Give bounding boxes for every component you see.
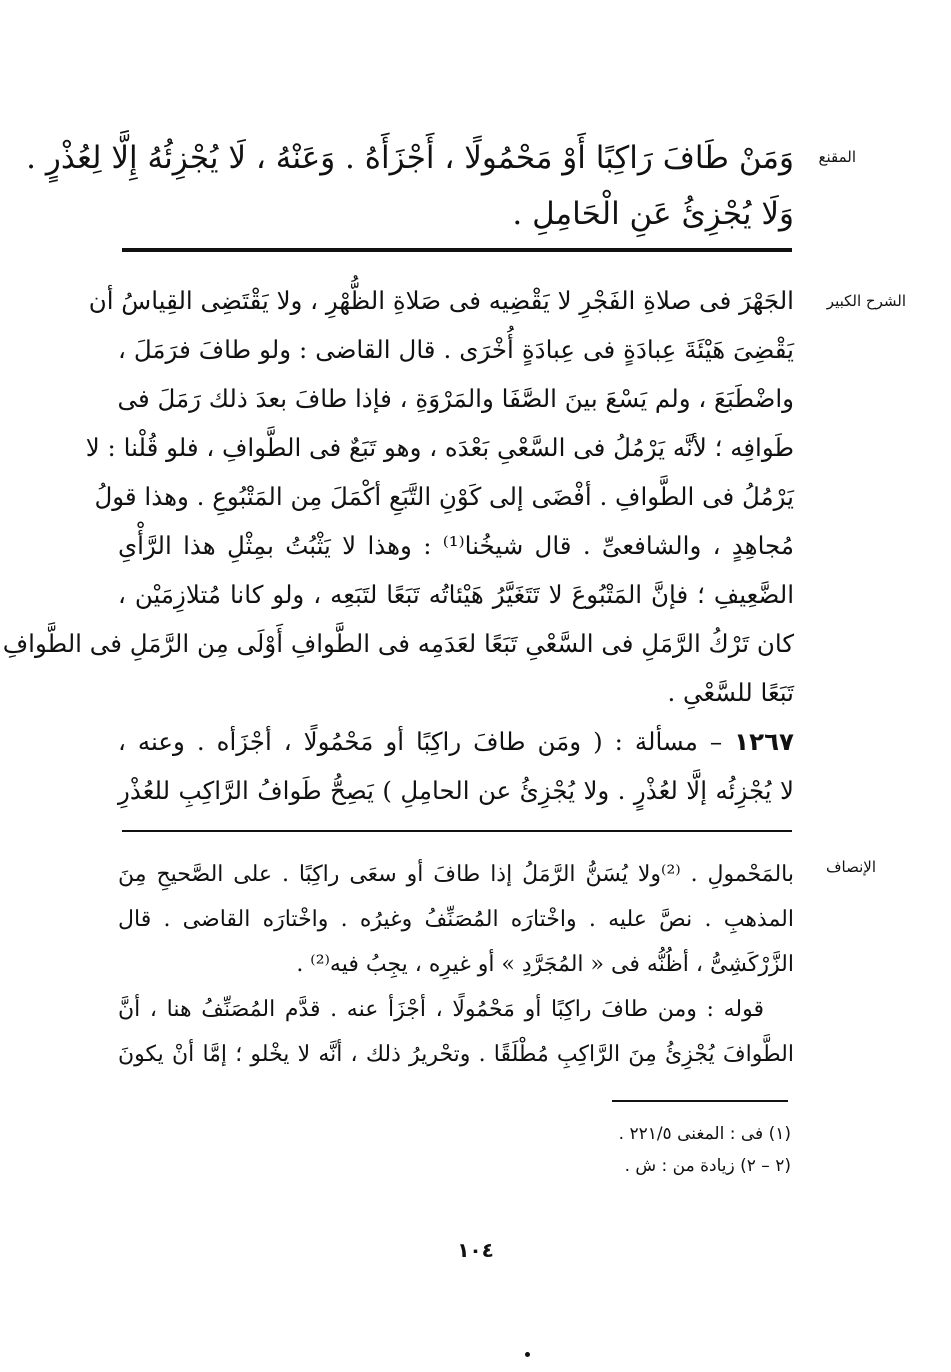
sharh-line: يَرْمُلُ فى الطَّوافِ . أفْضَى إلى كَوْنِ التَّبَعِ أكْمَلَ مِن المَتْبُوعِ . وهذا قولُ: [94, 482, 794, 511]
label-muqni: المقنع: [818, 148, 856, 166]
label-insaf: الإنصاف: [825, 858, 876, 876]
section-divider-thin: [122, 830, 792, 832]
muqni-line: وَمَنْ طَافَ رَاكِبًا أَوْ مَحْمُولًا ، أَجْزَأَهُ . وَعَنْهُ ، لَا يُجْزِئُهُ إِلَّا لِعُذْرٍ .: [26, 140, 794, 176]
sharh-line: طَوافِه ؛ لأنَّه يَرْمُلُ فى السَّعْىِ بَعْدَه ، وهو تَبَعٌ فى الطَّوافِ ، فلو قُلْنا : لا: [85, 433, 794, 462]
scan-mark: [525, 1352, 530, 1357]
footnote-1: (١) فى : المغنى ٢٢١/٥ .: [618, 1124, 791, 1144]
footnote-divider: [612, 1100, 788, 1102]
sharh-line: كان تَرْكُ الرَّمَلِ فى السَّعْىِ تَبَعًا لعَدَمِه فى الطَّوافِ أَوْلَى مِن الرَّمَلِ فى الطَّوافِ: [2, 629, 794, 658]
muqni-line: وَلَا يُجْزِئُ عَنِ الْحَامِلِ .: [512, 196, 794, 232]
insaf-line: المذهبِ . نصَّ عليه . واخْتارَه المُصَنِّفُ وغيرُه . واخْتارَه القاضى . قال: [118, 907, 794, 932]
insaf-line: قوله : ومن طافَ راكِبًا أو مَحْمُولًا ، أجْزَأ عنه . قدَّم المُصَنِّفُ هنا ، أنَّ: [118, 997, 764, 1022]
page-number: ١٠٤: [457, 1238, 494, 1262]
masala-line: [118, 717, 794, 766]
label-sharh: الشرح الكبير: [826, 292, 906, 310]
sharh-line: مُجاهِدٍ ، والشافعىِّ . قال شيخُنا⁽¹⁾ : وهذا لا يَثْبُتُ بمِثْلِ هذا الرَّأْىِ: [118, 531, 794, 560]
sharh-line: تَبَعًا للسَّعْىِ .: [667, 678, 794, 707]
masala-heading: – مسألة : ( ومَن طافَ راكِبًا أو مَحْمُولًا ، أجْزَأه . وعنه ،: [118, 727, 723, 756]
footnote-2: (٢ – ٢) زيادة من : ش .: [624, 1156, 791, 1176]
sharh-line: الجَهْرَ فى صلاةِ الفَجْرِ لا يَقْضِيه فى صَلاةِ الظُّهْرِ ، ولا يَقْتَضِى القِياسُ أن: [88, 286, 794, 315]
masala-line: لا يُجْزِئُه إلَّا لعُذْرٍ . ولا يُجْزِئُ عن الحامِلِ ) يَصِحُّ طَوافُ الرَّاكِبِ للعُذْرِ: [118, 776, 794, 805]
muqni-text: [26, 130, 794, 242]
sharh-line: الضَّعِيفِ ؛ فإنَّ المَتْبُوعَ لا تَتَغَيَّرُ هَيْئاتُه تَبَعًا لتَبَعِه ، ولو كانا مُتلازِمَيْن ،: [118, 580, 794, 609]
sharh-text: [2, 276, 794, 815]
sharh-line: واضْطَبَعَ ، ولم يَسْعَ بينَ الصَّفَا والمَرْوَةِ ، فإذا طافَ بعدَ ذلك رَمَلَ فى: [117, 384, 794, 413]
insaf-text: [118, 852, 794, 1077]
insaf-line: الزَّرْكَشِىُّ ، أظُنُّه فى « المُجَرَّدِ » أو غيرِه ، يجِبُ فيه⁽²⁾ .: [296, 952, 794, 977]
insaf-line: بالمَحْمولِ . ⁽²⁾ولا يُسَنُّ الرَّمَلُ إذا طافَ أو سعَى راكِبًا . على الصَّحيحِ مِنَ: [118, 862, 795, 887]
sharh-line: يَقْضِىَ هَيْئَةَ عِبادَةٍ فى عِبادَةٍ أُخْرَى . قال القاضى : ولو طافَ فرَمَلَ ،: [118, 335, 794, 364]
insaf-line: الطَّوافَ يُجْزِئُ مِنَ الرَّاكِبِ مُطْلَقًا . وتحْريرُ ذلك ، أنَّه لا يخْلو ؛ إمَّا أنْ يكونَ: [118, 1042, 794, 1067]
footnotes: [619, 1118, 791, 1182]
section-divider-thick: [122, 248, 792, 252]
masala-number: ١٢٦٧: [734, 727, 794, 756]
